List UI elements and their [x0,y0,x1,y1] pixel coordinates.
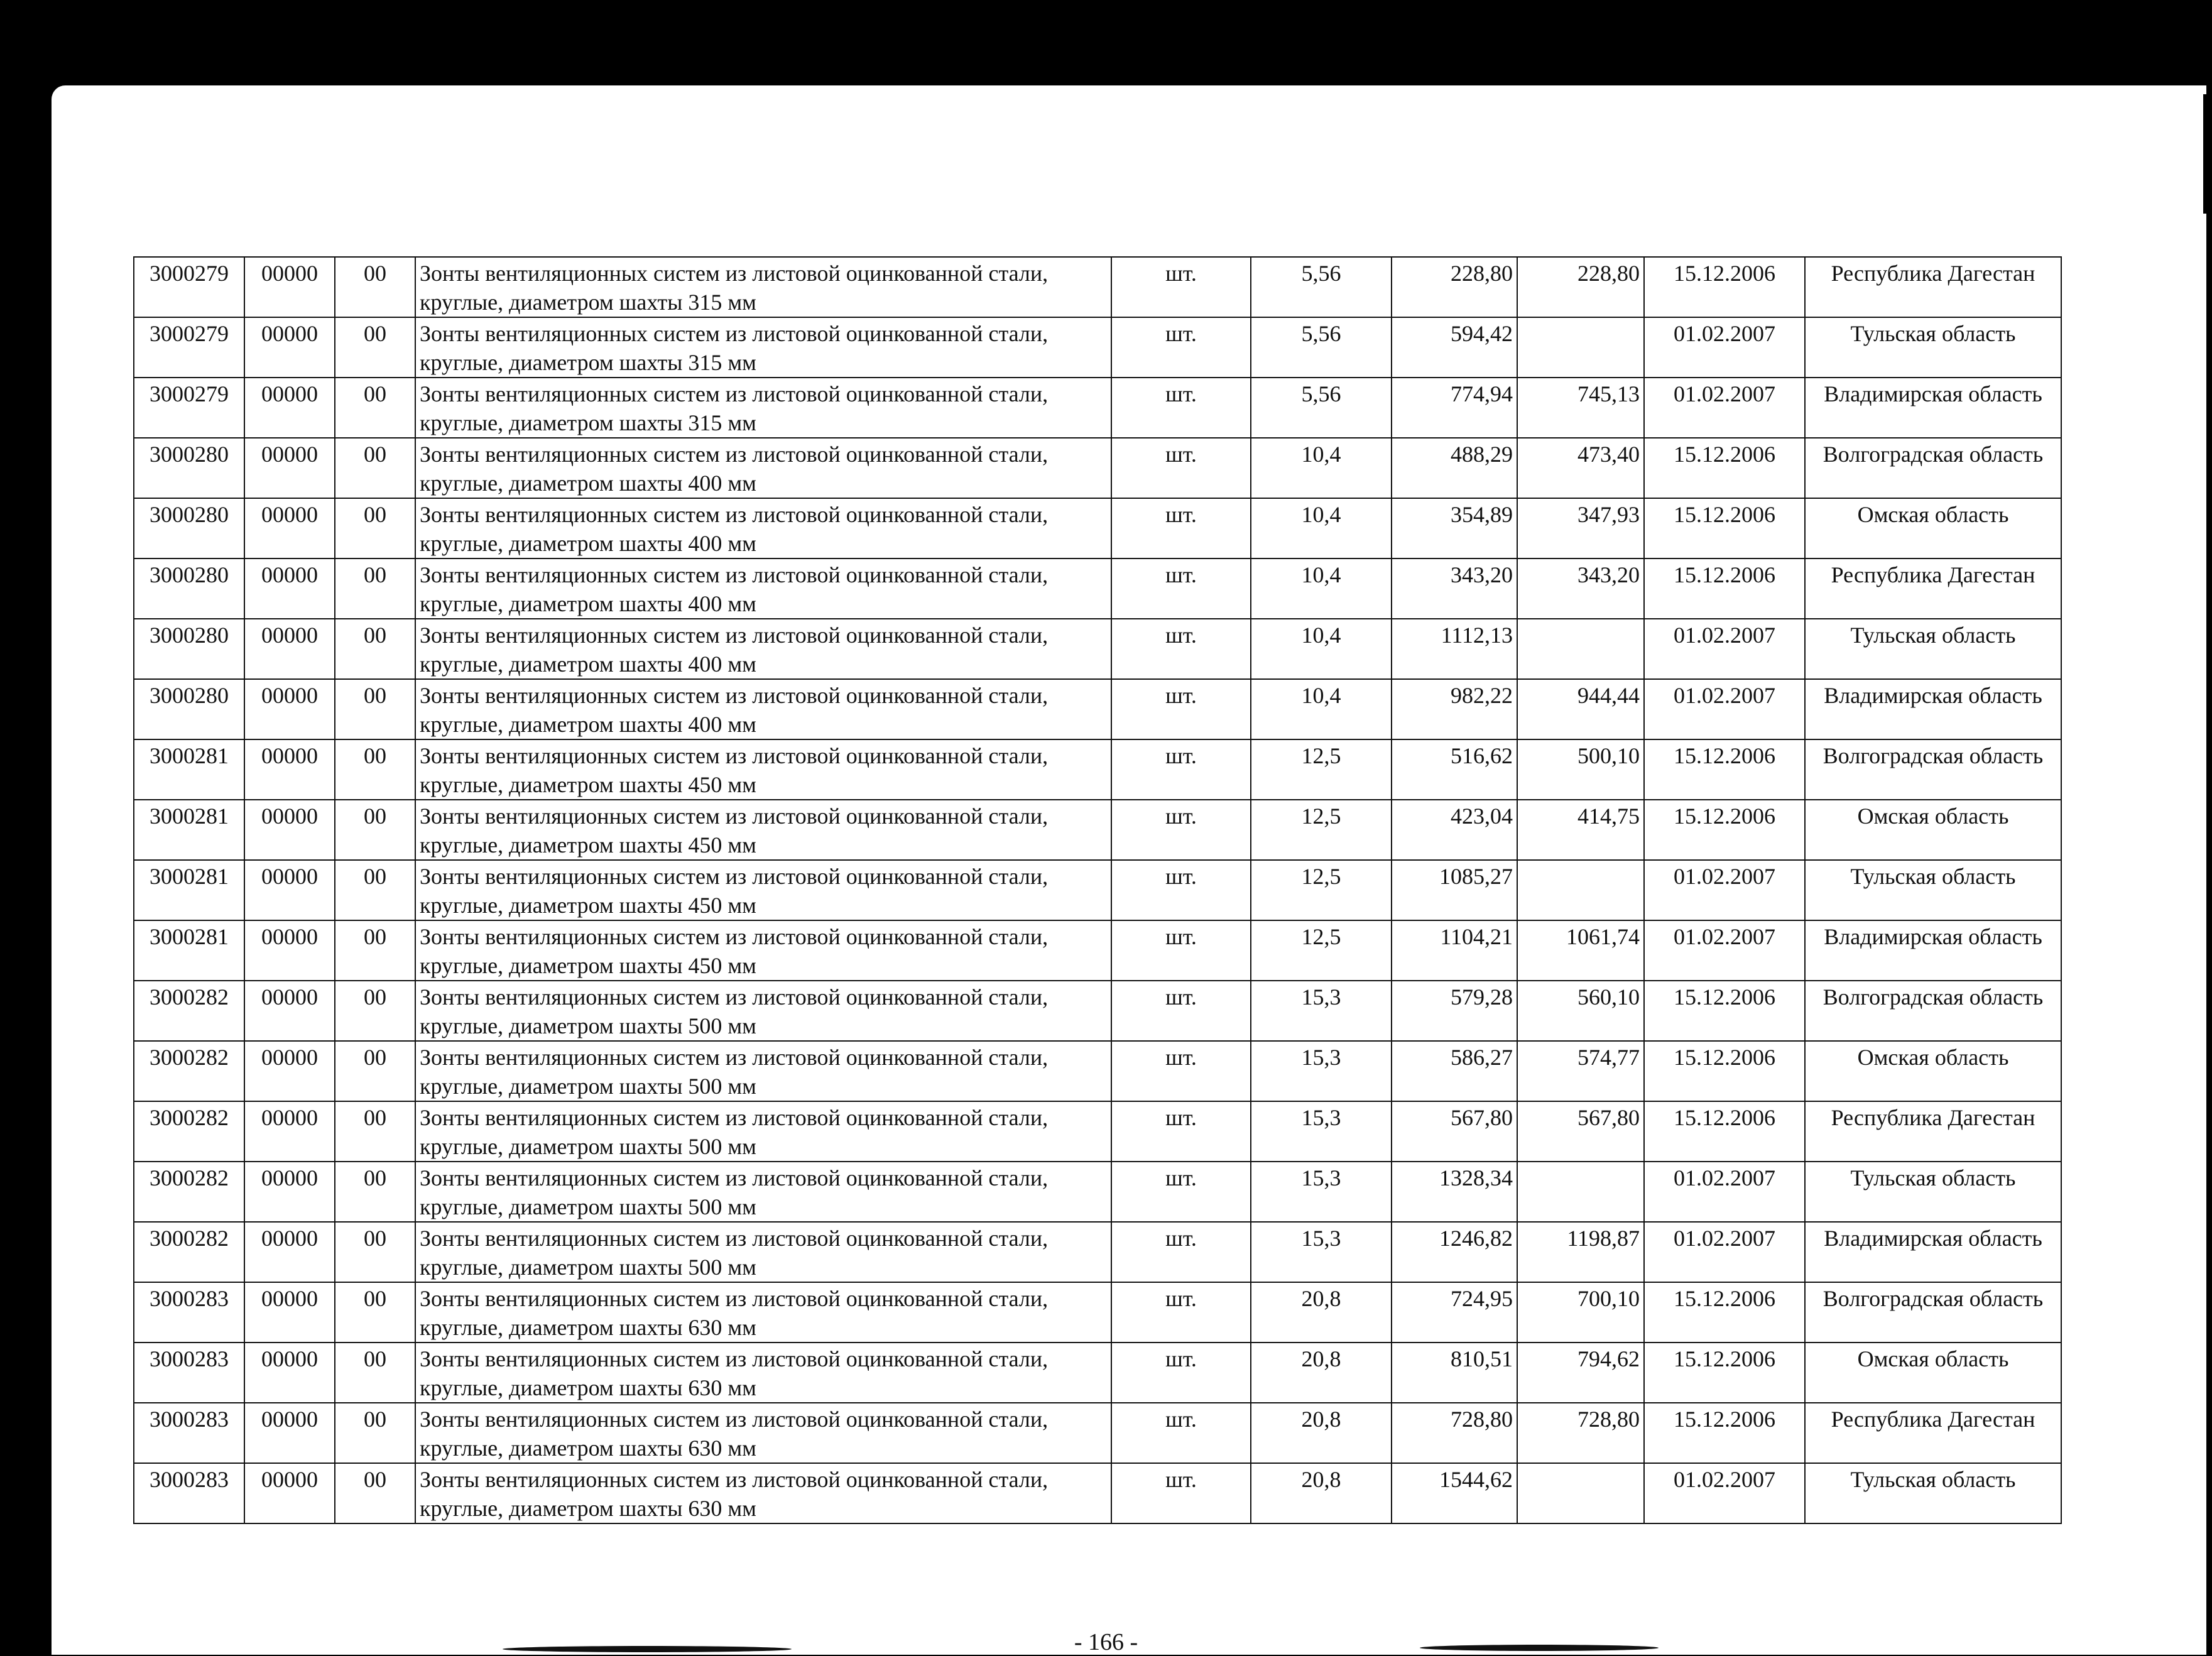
cell-coefficient: 15,3 [1251,1041,1392,1101]
cell-price: 343,20 [1392,558,1517,619]
cell-unit: шт. [1111,558,1251,619]
table-row [134,619,2061,679]
cell-description: Зонты вентиляционных систем из листовой оцинкованной стали, круглые, диаметром шахты 315 мм [415,257,1111,317]
cell-code: 3000280 [134,498,244,558]
cell-price: 1328,34 [1392,1162,1517,1222]
cell-coefficient: 15,3 [1251,1162,1392,1222]
cell-date: 01.02.2007 [1644,920,1805,981]
cell-number: 00 [335,920,415,981]
cell-subcode: 00000 [244,1343,335,1403]
cell-subcode: 00000 [244,619,335,679]
cell-code: 3000282 [134,1162,244,1222]
cell-region: Владимирская область [1805,1222,2061,1282]
cell-subcode: 00000 [244,920,335,981]
cell-date: 15.12.2006 [1644,1403,1805,1463]
cell-region: Волгоградская область [1805,739,2061,800]
cell-description: Зонты вентиляционных систем из листовой оцинкованной стали, круглые, диаметром шахты 450 мм [415,739,1111,800]
cell-subcode: 00000 [244,739,335,800]
cell-code: 3000283 [134,1403,244,1463]
cell-subcode: 00000 [244,1162,335,1222]
cell-code: 3000281 [134,920,244,981]
cell-code: 3000280 [134,619,244,679]
cell-number: 00 [335,1463,415,1523]
cell-price-alt: 560,10 [1517,981,1644,1041]
cell-date: 15.12.2006 [1644,558,1805,619]
cell-region: Омская область [1805,1041,2061,1101]
cell-price: 516,62 [1392,739,1517,800]
cell-code: 3000279 [134,378,244,438]
cell-unit: шт. [1111,679,1251,739]
cell-date: 01.02.2007 [1644,860,1805,920]
cell-number: 00 [335,981,415,1041]
cell-subcode: 00000 [244,800,335,860]
cell-coefficient: 12,5 [1251,800,1392,860]
table-row [134,1403,2061,1463]
cell-code: 3000283 [134,1463,244,1523]
cell-price-alt: 414,75 [1517,800,1644,860]
cell-price: 1544,62 [1392,1463,1517,1523]
table-row [134,257,2061,317]
cell-subcode: 00000 [244,981,335,1041]
cell-region: Волгоградская область [1805,1282,2061,1343]
cell-price: 567,80 [1392,1101,1517,1162]
cell-price: 774,94 [1392,378,1517,438]
cell-code: 3000283 [134,1282,244,1343]
cell-price: 1085,27 [1392,860,1517,920]
cell-price-alt: 500,10 [1517,739,1644,800]
cell-price: 228,80 [1392,257,1517,317]
cell-subcode: 00000 [244,1282,335,1343]
table-row [134,558,2061,619]
cell-subcode: 00000 [244,860,335,920]
cell-price: 724,95 [1392,1282,1517,1343]
cell-code: 3000283 [134,1343,244,1403]
cell-number: 00 [335,378,415,438]
cell-region: Тульская область [1805,317,2061,378]
cell-number: 00 [335,1162,415,1222]
table-row [134,498,2061,558]
cell-code: 3000282 [134,1041,244,1101]
cell-region: Владимирская область [1805,378,2061,438]
cell-description: Зонты вентиляционных систем из листовой оцинкованной стали, круглые, диаметром шахты 500 мм [415,1222,1111,1282]
cell-subcode: 00000 [244,1463,335,1523]
cell-coefficient: 15,3 [1251,981,1392,1041]
cell-price-alt: 944,44 [1517,679,1644,739]
cell-unit: шт. [1111,438,1251,498]
cell-subcode: 00000 [244,378,335,438]
cell-date: 15.12.2006 [1644,1343,1805,1403]
cell-description: Зонты вентиляционных систем из листовой оцинкованной стали, круглые, диаметром шахты 315 мм [415,317,1111,378]
cell-description: Зонты вентиляционных систем из листовой оцинкованной стали, круглые, диаметром шахты 630 мм [415,1403,1111,1463]
cell-coefficient: 10,4 [1251,619,1392,679]
cell-unit: шт. [1111,1162,1251,1222]
cell-code: 3000281 [134,860,244,920]
cell-unit: шт. [1111,619,1251,679]
cell-price: 488,29 [1392,438,1517,498]
cell-region: Республика Дагестан [1805,1101,2061,1162]
cell-coefficient: 20,8 [1251,1463,1392,1523]
cell-price-alt: 794,62 [1517,1343,1644,1403]
table-row [134,860,2061,920]
cell-unit: шт. [1111,1403,1251,1463]
cell-region: Тульская область [1805,1162,2061,1222]
cell-code: 3000282 [134,981,244,1041]
cell-number: 00 [335,1403,415,1463]
cell-region: Омская область [1805,498,2061,558]
cell-region: Омская область [1805,800,2061,860]
cell-number: 00 [335,619,415,679]
cell-unit: шт. [1111,860,1251,920]
cell-description: Зонты вентиляционных систем из листовой оцинкованной стали, круглые, диаметром шахты 630 мм [415,1282,1111,1343]
cell-subcode: 00000 [244,1041,335,1101]
cell-price-alt [1517,860,1644,920]
table-body [134,257,2061,1523]
cell-date: 15.12.2006 [1644,981,1805,1041]
cell-unit: шт. [1111,1101,1251,1162]
cell-price: 982,22 [1392,679,1517,739]
cell-coefficient: 5,56 [1251,317,1392,378]
cell-coefficient: 10,4 [1251,438,1392,498]
cell-code: 3000281 [134,739,244,800]
cell-description: Зонты вентиляционных систем из листовой оцинкованной стали, круглые, диаметром шахты 450 мм [415,920,1111,981]
cell-price-alt [1517,1463,1644,1523]
cell-description: Зонты вентиляционных систем из листовой оцинкованной стали, круглые, диаметром шахты 500 мм [415,1041,1111,1101]
cell-coefficient: 10,4 [1251,558,1392,619]
table-row [134,679,2061,739]
cell-unit: шт. [1111,920,1251,981]
table-row [134,920,2061,981]
cell-price-alt: 728,80 [1517,1403,1644,1463]
cell-subcode: 00000 [244,317,335,378]
cell-code: 3000279 [134,317,244,378]
cell-number: 00 [335,317,415,378]
cell-date: 15.12.2006 [1644,739,1805,800]
cell-date: 15.12.2006 [1644,1282,1805,1343]
table-row [134,1162,2061,1222]
cell-region: Тульская область [1805,619,2061,679]
cell-number: 00 [335,498,415,558]
cell-unit: шт. [1111,1463,1251,1523]
cell-description: Зонты вентиляционных систем из листовой оцинкованной стали, круглые, диаметром шахты 315 мм [415,378,1111,438]
cell-coefficient: 10,4 [1251,679,1392,739]
cell-region: Тульская область [1805,860,2061,920]
table-row [134,1101,2061,1162]
cell-price: 423,04 [1392,800,1517,860]
cell-region: Тульская область [1805,1463,2061,1523]
table-row [134,438,2061,498]
cell-price: 594,42 [1392,317,1517,378]
cell-price-alt [1517,317,1644,378]
cell-coefficient: 10,4 [1251,498,1392,558]
cell-date: 15.12.2006 [1644,498,1805,558]
cell-date: 01.02.2007 [1644,317,1805,378]
cell-unit: шт. [1111,800,1251,860]
cell-number: 00 [335,1282,415,1343]
cell-price-alt: 473,40 [1517,438,1644,498]
cell-date: 01.02.2007 [1644,619,1805,679]
cell-price-alt [1517,1162,1644,1222]
cell-price: 1246,82 [1392,1222,1517,1282]
cell-coefficient: 5,56 [1251,257,1392,317]
scan-edge-shadow [2203,94,2212,214]
cell-date: 01.02.2007 [1644,1222,1805,1282]
table-row [134,1343,2061,1403]
cell-code: 3000280 [134,679,244,739]
cell-description: Зонты вентиляционных систем из листовой оцинкованной стали, круглые, диаметром шахты 450 мм [415,800,1111,860]
cell-code: 3000279 [134,257,244,317]
cell-subcode: 00000 [244,679,335,739]
cell-unit: шт. [1111,498,1251,558]
cell-description: Зонты вентиляционных систем из листовой оцинкованной стали, круглые, диаметром шахты 500 мм [415,1162,1111,1222]
cell-code: 3000281 [134,800,244,860]
cell-price: 810,51 [1392,1343,1517,1403]
cell-date: 01.02.2007 [1644,679,1805,739]
cell-unit: шт. [1111,378,1251,438]
cell-coefficient: 20,8 [1251,1403,1392,1463]
cell-description: Зонты вентиляционных систем из листовой оцинкованной стали, круглые, диаметром шахты 630 мм [415,1463,1111,1523]
cell-price-alt: 228,80 [1517,257,1644,317]
table-row [134,1282,2061,1343]
cell-description: Зонты вентиляционных систем из листовой оцинкованной стали, круглые, диаметром шахты 400 мм [415,679,1111,739]
cell-subcode: 00000 [244,1222,335,1282]
cell-price-alt: 700,10 [1517,1282,1644,1343]
cell-region: Волгоградская область [1805,438,2061,498]
cell-number: 00 [335,558,415,619]
table-row [134,1222,2061,1282]
table-row [134,1041,2061,1101]
cell-subcode: 00000 [244,1403,335,1463]
cell-coefficient: 15,3 [1251,1101,1392,1162]
cell-region: Республика Дагестан [1805,1403,2061,1463]
cell-number: 00 [335,679,415,739]
cell-description: Зонты вентиляционных систем из листовой оцинкованной стали, круглые, диаметром шахты 450 мм [415,860,1111,920]
cell-price: 1104,21 [1392,920,1517,981]
cell-price: 579,28 [1392,981,1517,1041]
cell-number: 00 [335,1041,415,1101]
cell-date: 15.12.2006 [1644,1101,1805,1162]
cell-region: Омская область [1805,1343,2061,1403]
cell-description: Зонты вентиляционных систем из листовой оцинкованной стали, круглые, диаметром шахты 500 мм [415,981,1111,1041]
cell-unit: шт. [1111,981,1251,1041]
cell-region: Волгоградская область [1805,981,2061,1041]
cell-description: Зонты вентиляционных систем из листовой оцинкованной стали, круглые, диаметром шахты 400 мм [415,558,1111,619]
table-row [134,1463,2061,1523]
cell-coefficient: 12,5 [1251,920,1392,981]
table-row [134,739,2061,800]
cell-region: Владимирская область [1805,679,2061,739]
cell-number: 00 [335,1222,415,1282]
cell-number: 00 [335,860,415,920]
cell-unit: шт. [1111,1282,1251,1343]
cell-number: 00 [335,739,415,800]
cell-unit: шт. [1111,1343,1251,1403]
cell-coefficient: 15,3 [1251,1222,1392,1282]
cell-date: 01.02.2007 [1644,378,1805,438]
cell-coefficient: 20,8 [1251,1343,1392,1403]
cell-price-alt: 1061,74 [1517,920,1644,981]
cell-price: 586,27 [1392,1041,1517,1101]
cell-price-alt: 1198,87 [1517,1222,1644,1282]
cell-date: 01.02.2007 [1644,1162,1805,1222]
cell-unit: шт. [1111,1222,1251,1282]
cell-number: 00 [335,1101,415,1162]
cell-description: Зонты вентиляционных систем из листовой оцинкованной стали, круглые, диаметром шахты 400 мм [415,438,1111,498]
cell-number: 00 [335,1343,415,1403]
table-row [134,800,2061,860]
cell-code: 3000280 [134,438,244,498]
cell-date: 15.12.2006 [1644,438,1805,498]
cell-unit: шт. [1111,1041,1251,1101]
cell-code: 3000280 [134,558,244,619]
cell-price: 1112,13 [1392,619,1517,679]
cell-code: 3000282 [134,1101,244,1162]
cell-number: 00 [335,438,415,498]
cell-price-alt: 347,93 [1517,498,1644,558]
cell-subcode: 00000 [244,498,335,558]
cell-price-alt: 567,80 [1517,1101,1644,1162]
cell-coefficient: 12,5 [1251,860,1392,920]
cell-date: 01.02.2007 [1644,1463,1805,1523]
cell-subcode: 00000 [244,257,335,317]
table-row [134,378,2061,438]
cell-region: Республика Дагестан [1805,558,2061,619]
table-row [134,981,2061,1041]
cell-price-alt: 343,20 [1517,558,1644,619]
cell-description: Зонты вентиляционных систем из листовой оцинкованной стали, круглые, диаметром шахты 500 мм [415,1101,1111,1162]
price-table [133,256,2062,1524]
cell-description: Зонты вентиляционных систем из листовой оцинкованной стали, круглые, диаметром шахты 400 мм [415,498,1111,558]
cell-unit: шт. [1111,739,1251,800]
cell-number: 00 [335,257,415,317]
cell-code: 3000282 [134,1222,244,1282]
cell-date: 15.12.2006 [1644,257,1805,317]
cell-coefficient: 5,56 [1251,378,1392,438]
cell-description: Зонты вентиляционных систем из листовой оцинкованной стали, круглые, диаметром шахты 400 мм [415,619,1111,679]
cell-region: Владимирская область [1805,920,2061,981]
cell-price-alt: 745,13 [1517,378,1644,438]
cell-price: 354,89 [1392,498,1517,558]
cell-region: Республика Дагестан [1805,257,2061,317]
cell-unit: шт. [1111,317,1251,378]
cell-subcode: 00000 [244,1101,335,1162]
cell-date: 15.12.2006 [1644,1041,1805,1101]
cell-subcode: 00000 [244,438,335,498]
cell-unit: шт. [1111,257,1251,317]
cell-date: 15.12.2006 [1644,800,1805,860]
cell-number: 00 [335,800,415,860]
cell-price-alt: 574,77 [1517,1041,1644,1101]
page-number: - 166 - [1074,1629,1138,1655]
table-row [134,317,2061,378]
cell-price-alt [1517,619,1644,679]
cell-coefficient: 12,5 [1251,739,1392,800]
cell-coefficient: 20,8 [1251,1282,1392,1343]
cell-description: Зонты вентиляционных систем из листовой оцинкованной стали, круглые, диаметром шахты 630 мм [415,1343,1111,1403]
cell-price: 728,80 [1392,1403,1517,1463]
cell-subcode: 00000 [244,558,335,619]
